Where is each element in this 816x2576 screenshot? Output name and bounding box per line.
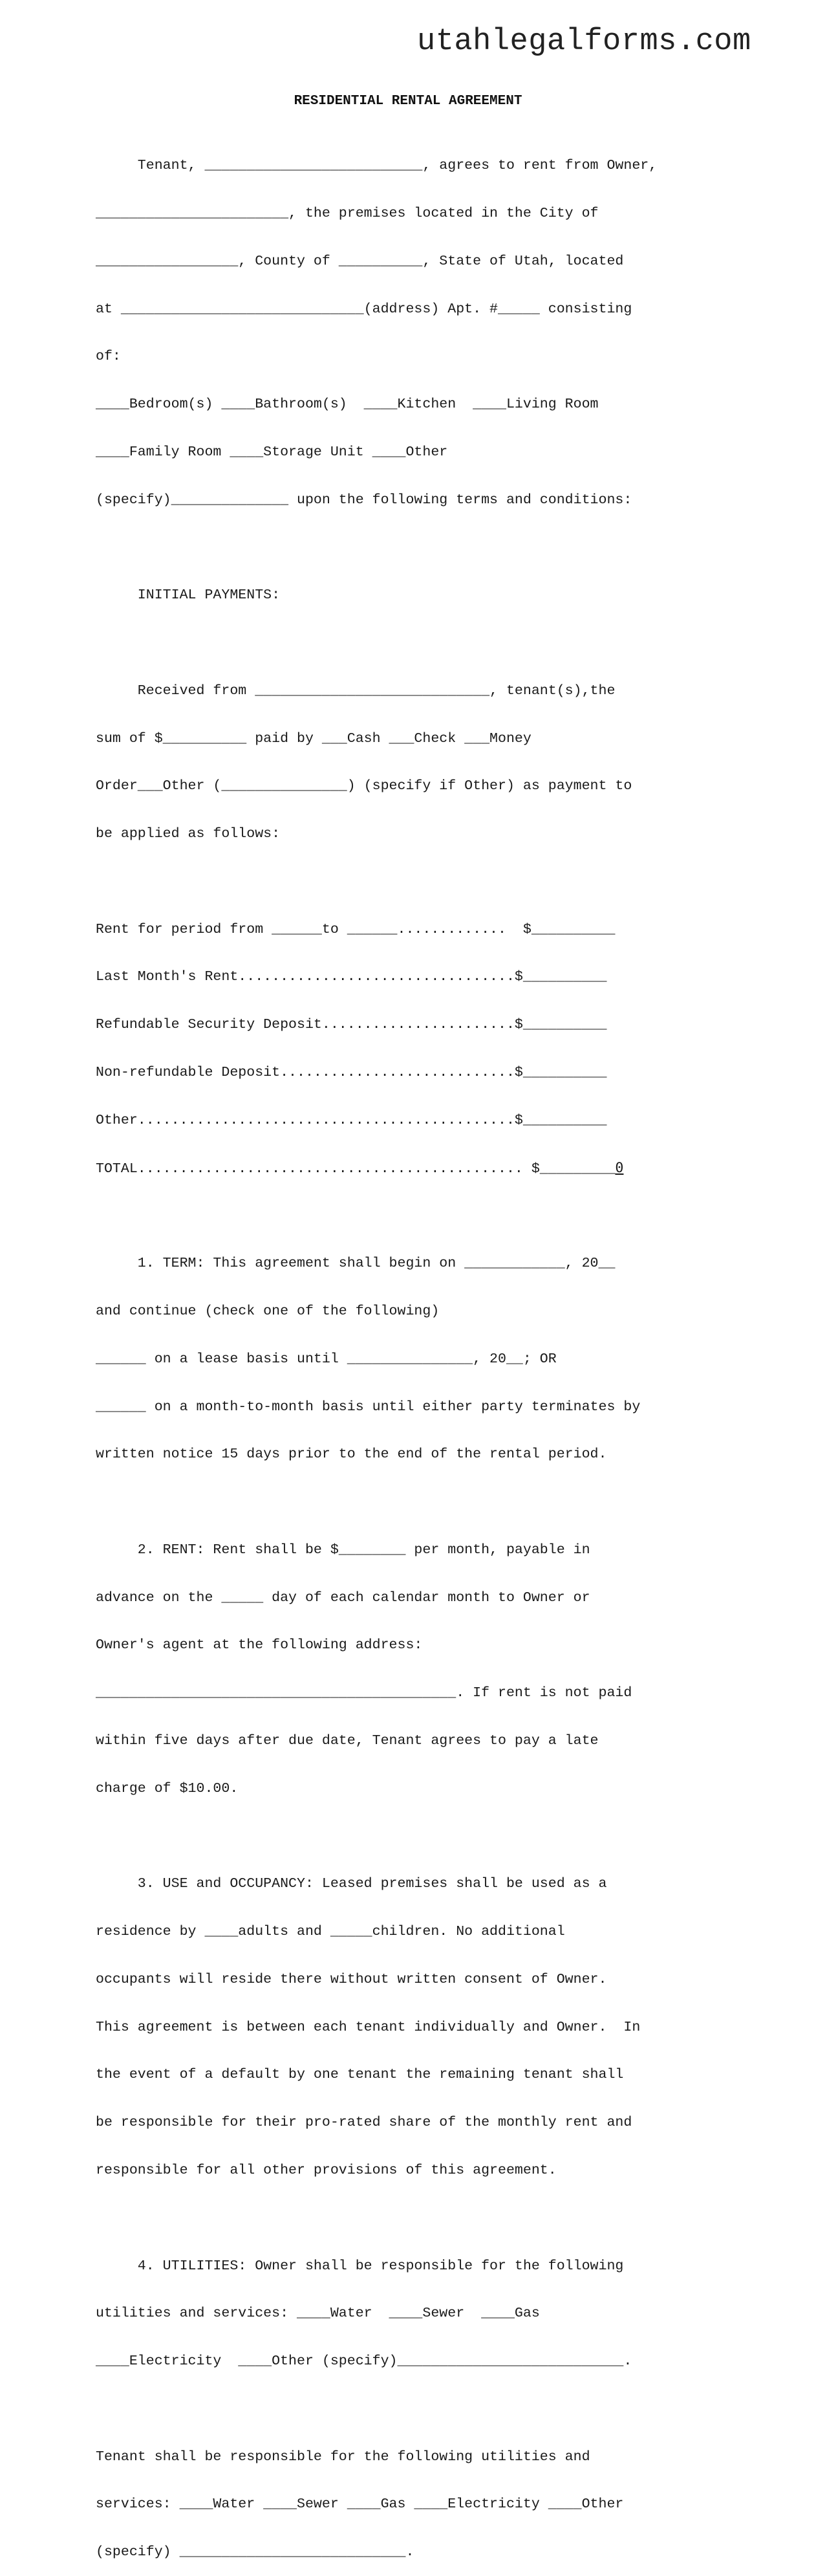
tenant-utilities-line: services: ____Water ____Sewer ____Gas ____Electricity ____Other bbox=[96, 2496, 624, 2513]
use-line: occupants will reside there without written consent of Owner. bbox=[96, 1971, 607, 1987]
rent-line: charge of $10.00. bbox=[96, 1780, 239, 1796]
received-line: Received from ____________________________, tenant(s),the bbox=[96, 682, 616, 699]
intro-line: (specify)______________ upon the following terms and conditions: bbox=[96, 492, 632, 508]
use-line: This agreement is between each tenant individually and Owner. In bbox=[96, 2019, 641, 2035]
payment-row: Last Month's Rent.................................$__________ bbox=[96, 969, 607, 985]
tenant-utilities-line: Tenant shall be responsible for the following utilities and bbox=[96, 2449, 590, 2465]
payment-row: Rent for period from ______to ______............. $__________ bbox=[96, 921, 616, 937]
use-line: the event of a default by one tenant the remaining tenant shall bbox=[96, 2067, 624, 2083]
rent-line: ___________________________________________. If rent is not paid bbox=[96, 1685, 632, 1701]
term-line: 1. TERM: This agreement shall begin on ____________, 20__ bbox=[96, 1256, 616, 1272]
intro-line: ____Bedroom(s) ____Bathroom(s) ____Kitchen ____Living Room bbox=[96, 397, 599, 413]
intro-line: _________________, County of __________, State of Utah, located bbox=[96, 253, 624, 269]
rent-line: advance on the _____ day of each calendar month to Owner or bbox=[96, 1589, 590, 1606]
payment-row: Refundable Security Deposit.......................$__________ bbox=[96, 1017, 607, 1033]
total-value: 0 bbox=[615, 1159, 624, 1176]
rent-line: within five days after due date, Tenant agrees to pay a late bbox=[96, 1732, 599, 1749]
intro-line: of: bbox=[96, 349, 121, 365]
rent-line: 2. RENT: Rent shall be $________ per month, payable in bbox=[96, 1542, 590, 1558]
utilities-line: ____Electricity ____Other (specify)___________________________. bbox=[96, 2353, 632, 2370]
term-line: and continue (check one of the following) bbox=[96, 1303, 440, 1319]
brand-watermark: utahlegalforms.com bbox=[417, 25, 751, 59]
received-line: Order___Other (_______________) (specify if Other) as payment to bbox=[96, 778, 632, 794]
use-line: 3. USE and OCCUPANCY: Leased premises shall be used as a bbox=[96, 1876, 607, 1892]
intro-line: at _____________________________(address) Apt. #_____ consisting bbox=[96, 301, 632, 317]
document-title: RESIDENTIAL RENTAL AGREEMENT bbox=[294, 94, 522, 109]
intro-line: Tenant, __________________________, agrees to rent from Owner, bbox=[96, 158, 658, 174]
total-label: TOTAL.............................................. $_________ bbox=[96, 1161, 616, 1177]
term-line: ______ on a month-to-month basis until either party terminates by bbox=[96, 1399, 641, 1415]
agreement-body bbox=[96, 126, 657, 2576]
payment-row: Non-refundable Deposit............................$__________ bbox=[96, 1065, 607, 1081]
total-row bbox=[96, 1161, 657, 1177]
utilities-line: 4. UTILITIES: Owner shall be responsible for the following bbox=[96, 2258, 624, 2274]
payment-row: Other.............................................$__________ bbox=[96, 1112, 607, 1128]
use-line: residence by ____adults and _____children. No additional bbox=[96, 1924, 565, 1940]
use-line: responsible for all other provisions of this agreement. bbox=[96, 2163, 557, 2178]
received-line: be applied as follows: bbox=[96, 826, 281, 842]
initial-payments-heading: INITIAL PAYMENTS: bbox=[96, 587, 281, 604]
term-line: ______ on a lease basis until _______________, 20__; OR bbox=[96, 1351, 557, 1367]
rent-line: Owner's agent at the following address: bbox=[96, 1637, 423, 1654]
term-line: written notice 15 days prior to the end of the rental period. bbox=[96, 1446, 607, 1463]
utilities-line: utilities and services: ____Water ____Sewer ____Gas bbox=[96, 2306, 540, 2322]
intro-line: _______________________, the premises located in the City of bbox=[96, 205, 599, 221]
received-line: sum of $__________ paid by ___Cash ___Check ___Money bbox=[96, 730, 531, 747]
use-line: be responsible for their pro-rated share of the monthly rent and bbox=[96, 2115, 632, 2131]
tenant-utilities-line: (specify) ___________________________. bbox=[96, 2544, 414, 2560]
intro-line: ____Family Room ____Storage Unit ____Other bbox=[96, 444, 448, 460]
